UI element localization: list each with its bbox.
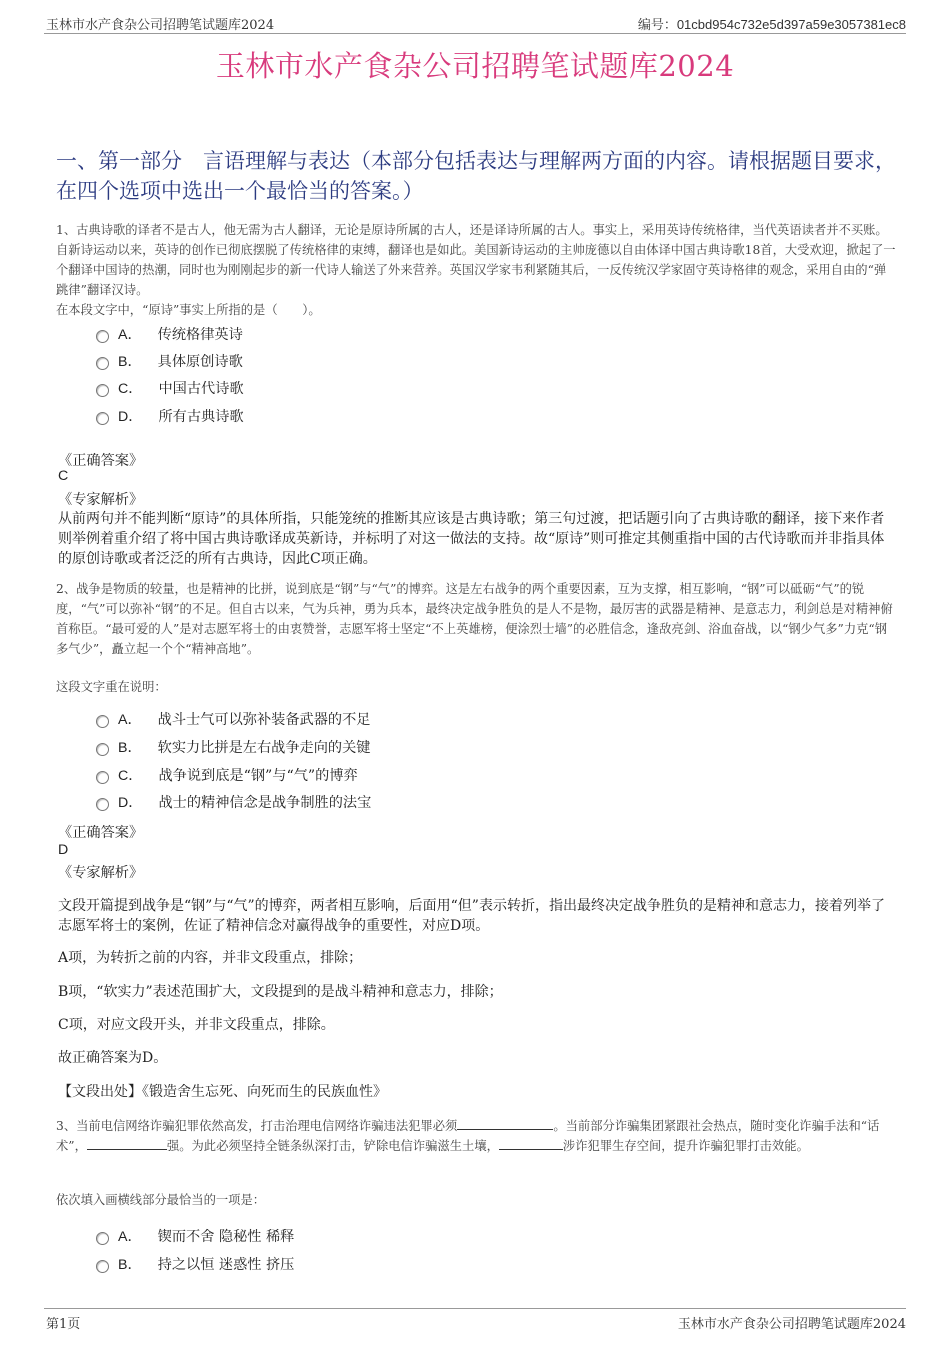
radio-icon[interactable] <box>96 743 109 756</box>
q3-question: 依次填入画横线部分最恰当的一项是： <box>56 1193 266 1207</box>
q2-question: 这段文字重在说明： <box>56 680 167 694</box>
header-serial-number: 编号：01cbd954c732e5d397a59e3057381ec8 <box>637 17 906 32</box>
fill-blank-2 <box>87 1137 167 1150</box>
section-title: 一、第一部分 言语理解与表达（本部分包括表达与理解两方面的内容。请根据题目要求，在四个选项中选出一个最恰当的答案。） <box>56 149 896 203</box>
radio-icon[interactable] <box>96 330 109 343</box>
radio-icon[interactable] <box>96 1232 109 1245</box>
q3-option-b[interactable]: B． 持之以恒 迷惑性 挤压 <box>96 1254 294 1274</box>
q2-option-b[interactable]: B． 软实力比拼是左右战争走向的关键 <box>96 737 370 757</box>
q1-passage: 1、古典诗歌的译者不是古人，他无需为古人翻译，无论是原诗所属的古人，还是译诗所属的古人。事实上，采用英诗传统格律，当代英语读者并不买账。自新诗运动以来，英诗的创作已彻底摆脱了传统格律的束缚，翻译也是如此。美国新诗运动的主帅庞德以自由体译中国古典诗歌18首，大受欢迎，掀起了一个翻译中国诗的热潮，同时也为刚刚起步的新一代诗人输送了外来营养。英国汉学家韦利紧随其后，一反传统汉学家固守英诗格律的观念，采用自由的“弹跳律”翻译汉诗。 <box>56 223 896 297</box>
fill-blank-1 <box>457 1117 553 1130</box>
radio-icon[interactable] <box>96 412 109 425</box>
footer-divider <box>44 1308 906 1309</box>
footer-title: 玉林市水产食杂公司招聘笔试题库2024 <box>677 1317 906 1332</box>
q2-conclusion: 故正确答案为D。 <box>58 1050 168 1066</box>
q3-passage: 3、当前电信网络诈骗犯罪依然高发，打击治理电信网络诈骗违法犯罪必须 。当前部分诈骗集团紧跟社会热点，随时变化诈骗手法和“话术”， 强。为此必须坚持全链条纵深打击，铲除电信诈骗滋生土壤， 涉诈犯罪生存空间，提升诈骗犯罪打击效能。 <box>56 1119 880 1153</box>
q2-source: 【文段出处】《锻造舍生忘死、向死而生的民族血性》 <box>58 1084 387 1100</box>
q1-question: 在本段文字中，“原诗”事实上所指的是（ ）。 <box>56 303 321 317</box>
q2-b-note: B项，“软实力”表述范围扩大，文段提到的是战斗精神和意志力，排除； <box>58 984 503 1000</box>
q2-option-a[interactable]: A． 战斗士气可以弥补装备武器的不足 <box>96 709 370 729</box>
q3-option-a[interactable]: A． 锲而不舍 隐秘性 稀释 <box>96 1226 294 1246</box>
footer-page-number: 第1页 <box>46 1317 81 1332</box>
radio-icon[interactable] <box>96 715 109 728</box>
header-divider <box>44 33 906 34</box>
radio-icon[interactable] <box>96 384 109 397</box>
q2-passage: 2、战争是物质的较量，也是精神的比拼，说到底是“钢”与“气”的博弈。这是左右战争的两个重要因素，互为支撑，相互影响，“钢”可以砥砺“气”的锐度，“气”可以弥补“钢”的不足。但自古以来，气为兵神，勇为兵本，最终决定战争胜负的是人不是物，最厉害的武器是精神、是意志力，利剑总是对精神俯首称臣。“最可爱的人”是对志愿军将士的由衷赞誉，志愿军将士坚定“不上英雄榜，便涂烈士墙”的必胜信念，逢敌亮剑、浴血奋战，以“钢少气多”力克“钢多气少”，矗立起一个个“精神高地”。 <box>56 582 893 656</box>
radio-icon[interactable] <box>96 1260 109 1273</box>
q2-answer-label: 《正确答案》 <box>58 825 144 841</box>
radio-icon[interactable] <box>96 771 109 784</box>
q1-option-a[interactable]: A． 传统格律英诗 <box>96 324 243 344</box>
q1-option-b[interactable]: B． 具体原创诗歌 <box>96 351 243 371</box>
q2-answer: D <box>58 842 69 858</box>
radio-icon[interactable] <box>96 357 109 370</box>
page-title: 玉林市水产食杂公司招聘笔试题库2024 <box>215 49 735 83</box>
q2-c-note: C项，对应文段开头，并非文段重点，排除。 <box>58 1017 335 1033</box>
q2-analysis-label: 《专家解析》 <box>58 865 144 881</box>
fill-blank-3 <box>499 1137 563 1150</box>
q1-answer: C <box>58 468 69 484</box>
q1-option-c[interactable]: C． 中国古代诗歌 <box>96 378 244 398</box>
q2-analysis: 文段开篇提到战争是“钢”与“气”的博弈，两者相互影响，后面用“但”表示转折，指出最终决定战争胜负的是精神和意志力，接着列举了志愿军将士的案例，佐证了精神信念对赢得战争的重要性，对应D项。 <box>58 898 885 934</box>
q2-a-note: A项，为转折之前的内容，并非文段重点，排除； <box>58 950 363 966</box>
q2-option-c[interactable]: C． 战争说到底是“钢”与“气”的博弈 <box>96 765 358 785</box>
q1-analysis: 从前两句并不能判断“原诗”的具体所指，只能笼统的推断其应该是古典诗歌；第三句过渡，把话题引向了古典诗歌的翻译，接下来作者则举例着重介绍了将中国古典诗歌译成英新诗，并标明了对这一做法的支持。故“原诗”则可推定其侧重指中国的古代诗歌而并非指具体的原创诗歌或者泛泛的所有古典诗，因此C项正确。 <box>58 511 885 567</box>
header-title: 玉林市水产食杂公司招聘笔试题库2024 <box>46 18 275 33</box>
q1-analysis-label: 《专家解析》 <box>58 492 144 508</box>
radio-icon[interactable] <box>96 798 109 811</box>
q2-option-d[interactable]: D． 战士的精神信念是战争制胜的法宝 <box>96 792 371 812</box>
q1-option-d[interactable]: D． 所有古典诗歌 <box>96 406 244 426</box>
q1-answer-label: 《正确答案》 <box>58 453 144 469</box>
